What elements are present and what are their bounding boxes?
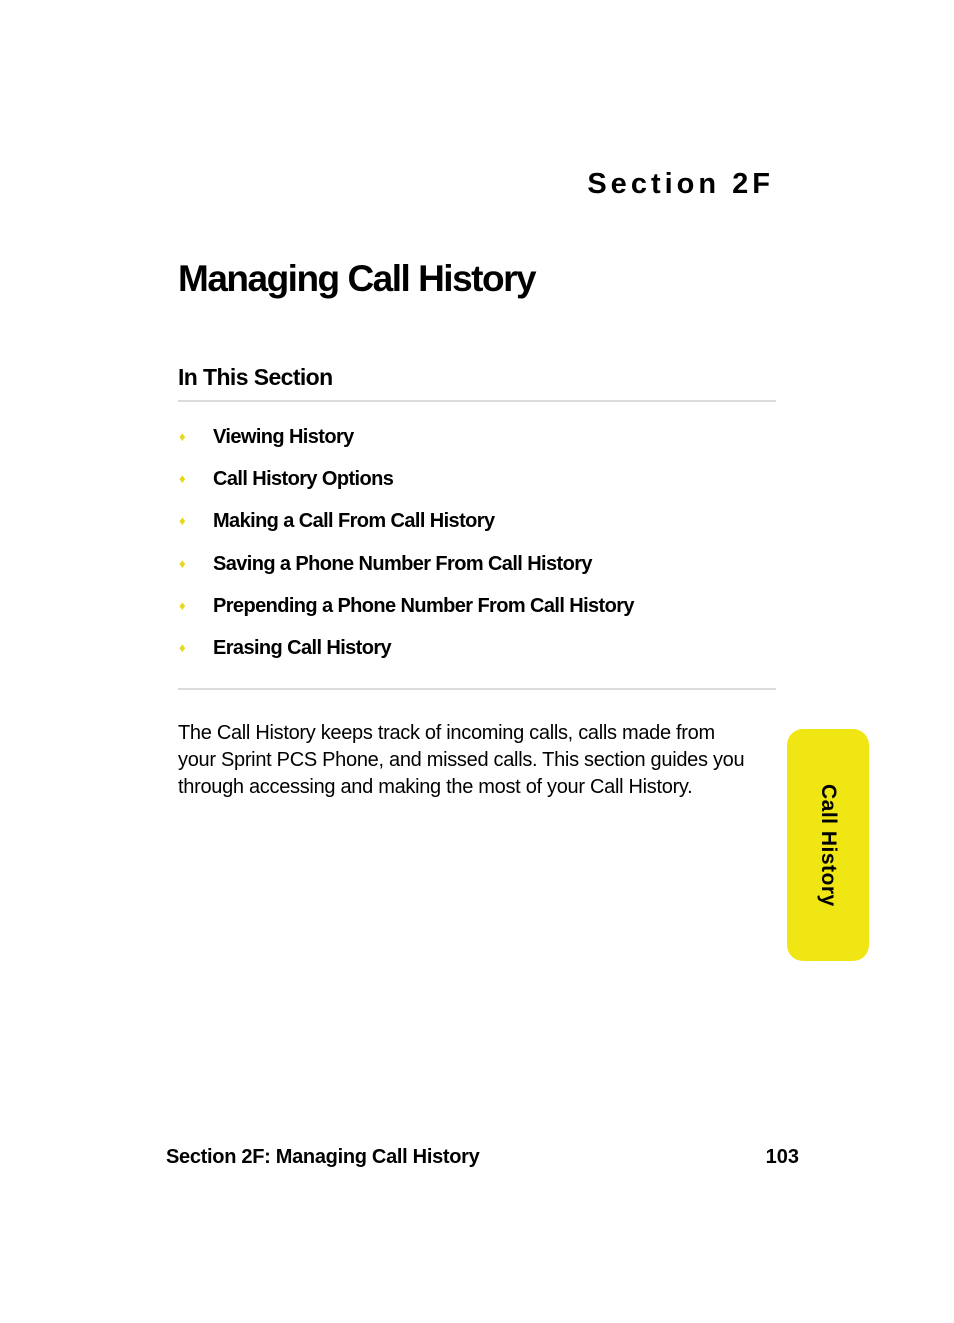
footer-page-number: 103 — [765, 1146, 799, 1168]
list-item[interactable] — [178, 548, 634, 590]
top-divider — [178, 400, 776, 402]
toc-link-saving-a-number[interactable]: Saving a Phone Number From Call History — [213, 552, 592, 575]
in-this-section-heading: In This Section — [178, 364, 333, 390]
section-label: Section 2F — [587, 168, 774, 200]
diamond-icon: ♦ — [179, 429, 186, 444]
intro-paragraph: The Call History keeps track of incoming calls, calls made from your Sprint PCS Phone, and missed calls. This section guides you through accessing and making the most of your Call History. — [178, 722, 745, 798]
list-item[interactable] — [178, 505, 634, 547]
toc-link-prepending-a-number[interactable]: Prepending a Phone Number From Call History — [213, 594, 634, 617]
diamond-icon: ♦ — [179, 471, 186, 487]
side-tab-label: Call History — [817, 783, 840, 907]
toc-link-making-a-call[interactable]: Making a Call From Call History — [213, 510, 495, 533]
footer-section-title: Section 2F: Managing Call History — [166, 1146, 480, 1168]
diamond-icon: ♦ — [179, 555, 186, 571]
section-contents-list — [178, 421, 634, 674]
diamond-icon: ♦ — [179, 597, 186, 613]
diamond-icon: ♦ — [179, 639, 186, 655]
list-item[interactable] — [178, 632, 634, 674]
toc-link-call-history-options[interactable]: Call History Options — [213, 468, 394, 491]
side-tab[interactable] — [787, 729, 869, 961]
list-item[interactable] — [178, 463, 634, 505]
toc-link-erasing-call-history[interactable]: Erasing Call History — [213, 636, 392, 659]
list-item[interactable] — [178, 590, 634, 632]
toc-link-viewing-history[interactable]: Viewing History — [213, 426, 354, 448]
page-title: Managing Call History — [178, 258, 536, 299]
list-item[interactable] — [178, 421, 634, 463]
bottom-divider — [178, 688, 776, 690]
diamond-icon: ♦ — [179, 513, 186, 529]
